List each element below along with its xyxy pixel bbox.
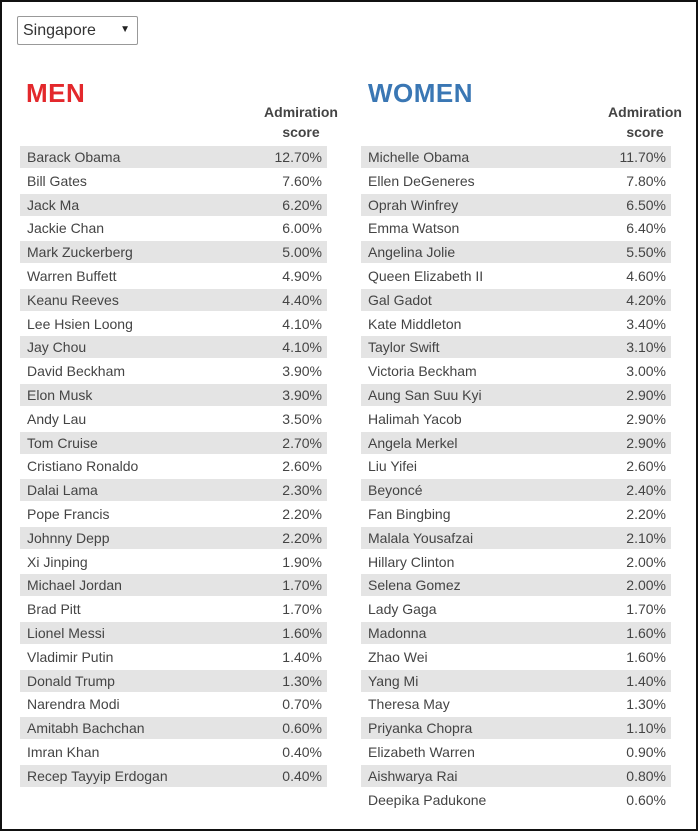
admiration-score: 1.40% (626, 672, 666, 689)
person-name: Lee Hsien Loong (27, 315, 133, 332)
admiration-score: 1.10% (626, 720, 666, 737)
table-row (361, 527, 671, 549)
table-row (361, 265, 671, 287)
table-row (361, 765, 671, 787)
admiration-score: 2.90% (626, 386, 666, 403)
person-name: Keanu Reeves (27, 291, 119, 308)
country-select[interactable] (17, 16, 138, 45)
admiration-score: 1.90% (282, 553, 322, 570)
table-row (361, 313, 671, 335)
table-row (361, 170, 671, 192)
admiration-score: 6.50% (626, 196, 666, 213)
admiration-score: 1.70% (282, 577, 322, 594)
table-row (20, 432, 327, 454)
table-row (361, 384, 671, 406)
person-name: Aishwarya Rai (368, 767, 458, 784)
table-row (20, 527, 327, 549)
person-name: Amitabh Bachchan (27, 720, 145, 737)
admiration-score: 3.50% (282, 410, 322, 427)
admiration-score: 2.20% (626, 505, 666, 522)
admiration-score: 0.70% (282, 696, 322, 713)
person-name: Michelle Obama (368, 149, 470, 165)
person-name: Angela Merkel (368, 434, 458, 451)
table-row (361, 693, 671, 715)
table-row (20, 622, 327, 644)
men-heading: MEN (26, 78, 86, 108)
table-row (20, 503, 327, 525)
table-row (20, 693, 327, 715)
table-row (20, 646, 327, 668)
person-name: Jackie Chan (27, 220, 105, 237)
admiration-score: 4.90% (282, 267, 322, 284)
person-name: Recep Tayyip Erdogan (27, 767, 168, 784)
admiration-score: 11.70% (619, 149, 666, 165)
person-name: Dalai Lama (27, 482, 98, 499)
table-row (20, 146, 327, 168)
admiration-score: 0.60% (282, 720, 322, 737)
table-row (361, 741, 671, 763)
men-score-header-line1: Admiration (264, 104, 338, 120)
admiration-score: 5.50% (626, 244, 666, 261)
person-name: Imran Khan (27, 743, 100, 760)
table-row (20, 217, 327, 239)
table-row (361, 360, 671, 382)
person-name: Johnny Depp (27, 529, 110, 546)
person-name: Mark Zuckerberg (27, 244, 133, 261)
table-row (20, 241, 327, 263)
table-row (20, 336, 327, 358)
person-name: Elizabeth Warren (368, 743, 475, 760)
person-name: Andy Lau (27, 410, 87, 427)
person-name: Hillary Clinton (368, 553, 455, 570)
person-name: Ellen DeGeneres (368, 172, 475, 189)
person-name: David Beckham (27, 363, 126, 380)
admiration-score: 3.10% (626, 339, 666, 356)
table-row (20, 741, 327, 763)
table-row (20, 479, 327, 501)
table-row (361, 646, 671, 668)
person-name: Bill Gates (27, 172, 87, 189)
person-name: Queen Elizabeth II (368, 267, 484, 284)
women-heading: WOMEN (368, 78, 474, 108)
table-row (361, 289, 671, 311)
table-row (361, 479, 671, 501)
table-row (20, 289, 327, 311)
admiration-score: 6.40% (626, 220, 666, 237)
table-row (361, 670, 671, 692)
admiration-score: 4.10% (282, 339, 322, 356)
person-name: Pope Francis (27, 505, 110, 522)
admiration-score: 0.80% (626, 767, 666, 784)
person-name: Donald Trump (27, 672, 115, 689)
admiration-score: 2.10% (626, 529, 666, 546)
person-name: Brad Pitt (27, 601, 81, 618)
admiration-score: 7.80% (626, 172, 666, 189)
admiration-score: 2.60% (282, 458, 322, 475)
women-score-header-line1: Admiration (608, 104, 682, 120)
table-row (361, 717, 671, 739)
table-row (20, 574, 327, 596)
admiration-score: 3.40% (626, 315, 666, 332)
person-name: Gal Gadot (368, 291, 432, 308)
men-score-header (259, 102, 343, 142)
person-name: Jay Chou (27, 339, 87, 356)
admiration-score: 3.90% (282, 386, 322, 403)
admiration-score: 1.70% (282, 601, 322, 618)
admiration-score: 1.60% (626, 648, 666, 665)
table-row (361, 455, 671, 477)
person-name: Barack Obama (27, 149, 121, 165)
admiration-score: 0.60% (626, 791, 666, 808)
admiration-score: 2.40% (626, 482, 666, 499)
table-row (361, 336, 671, 358)
admiration-score: 7.60% (282, 172, 322, 189)
person-name: Warren Buffett (27, 267, 117, 284)
person-name: Victoria Beckham (368, 363, 477, 380)
table-row (361, 194, 671, 216)
person-name: Michael Jordan (27, 577, 122, 594)
table-row (361, 622, 671, 644)
person-name: Angelina Jolie (368, 244, 456, 261)
admiration-score: 1.70% (626, 601, 666, 618)
person-name: Kate Middleton (368, 315, 462, 332)
table-row (20, 170, 327, 192)
admiration-score: 6.00% (282, 220, 322, 237)
person-name: Tom Cruise (27, 434, 98, 451)
person-name: Malala Yousafzai (368, 529, 474, 546)
admiration-score: 1.30% (626, 696, 666, 713)
table-row (20, 313, 327, 335)
table-row (361, 551, 671, 573)
admiration-score: 2.90% (626, 434, 666, 451)
person-name: Beyoncé (368, 482, 423, 499)
person-name: Theresa May (368, 696, 450, 713)
table-row (20, 360, 327, 382)
admiration-score: 3.90% (282, 363, 322, 380)
admiration-score: 1.60% (626, 624, 666, 641)
person-name: Oprah Winfrey (368, 196, 459, 213)
person-name: Taylor Swift (368, 339, 440, 356)
table-row (361, 789, 671, 811)
person-name: Selena Gomez (368, 577, 461, 594)
table-row (20, 384, 327, 406)
table-row (361, 241, 671, 263)
person-name: Priyanka Chopra (368, 720, 473, 737)
table-row (361, 408, 671, 430)
person-name: Elon Musk (27, 386, 93, 403)
admiration-score: 2.30% (282, 482, 322, 499)
table-row (361, 146, 671, 168)
admiration-score: 6.20% (282, 196, 322, 213)
women-score-header-line2: score (626, 124, 664, 140)
admiration-score: 2.00% (626, 577, 666, 594)
table-row (20, 717, 327, 739)
admiration-score: 0.40% (282, 743, 322, 760)
admiration-score: 12.70% (274, 149, 322, 165)
person-name: Liu Yifei (368, 458, 418, 475)
table-row (361, 432, 671, 454)
table-row (361, 574, 671, 596)
admiration-score: 5.00% (282, 244, 322, 261)
admiration-score: 4.40% (282, 291, 322, 308)
admiration-score: 2.70% (282, 434, 322, 451)
men-score-header-line2: score (282, 124, 320, 140)
person-name: Jack Ma (27, 196, 80, 213)
person-name: Fan Bingbing (368, 505, 451, 522)
admiration-score: 4.20% (626, 291, 666, 308)
table-row (361, 503, 671, 525)
table-row (20, 408, 327, 430)
admiration-score: 1.60% (282, 624, 322, 641)
person-name: Aung San Suu Kyi (368, 386, 482, 403)
admiration-score: 2.20% (282, 505, 322, 522)
table-row (20, 551, 327, 573)
women-score-header (603, 102, 687, 142)
table-row (20, 598, 327, 620)
person-name: Cristiano Ronaldo (27, 458, 139, 475)
person-name: Zhao Wei (368, 648, 428, 665)
person-name: Deepika Padukone (368, 791, 487, 808)
table-row (20, 194, 327, 216)
person-name: Emma Watson (368, 220, 460, 237)
country-select-value: Singapore (23, 22, 96, 39)
admiration-score: 1.40% (282, 648, 322, 665)
table-row (361, 217, 671, 239)
person-name: Vladimir Putin (27, 648, 114, 665)
person-name: Halimah Yacob (368, 410, 462, 427)
admiration-score: 2.00% (626, 553, 666, 570)
person-name: Lady Gaga (368, 601, 437, 618)
admiration-score: 4.10% (282, 315, 322, 332)
admiration-score: 3.00% (626, 363, 666, 380)
women-list (361, 146, 671, 812)
table-row (20, 265, 327, 287)
table-row (20, 670, 327, 692)
admiration-score: 2.60% (626, 458, 666, 475)
table-row (20, 455, 327, 477)
admiration-score: 2.90% (626, 410, 666, 427)
caret-down-icon: ▼ (120, 24, 130, 35)
person-name: Yang Mi (368, 672, 419, 689)
admiration-score: 0.90% (626, 743, 666, 760)
person-name: Narendra Modi (27, 696, 120, 713)
admiration-score: 0.40% (282, 767, 322, 784)
admiration-score: 4.60% (626, 267, 666, 284)
table-row (361, 598, 671, 620)
admiration-score: 1.30% (282, 672, 322, 689)
person-name: Madonna (368, 624, 427, 641)
admiration-score: 2.20% (282, 529, 322, 546)
table-row (20, 765, 327, 787)
person-name: Xi Jinping (27, 553, 88, 570)
men-list (20, 146, 327, 789)
person-name: Lionel Messi (27, 624, 105, 641)
